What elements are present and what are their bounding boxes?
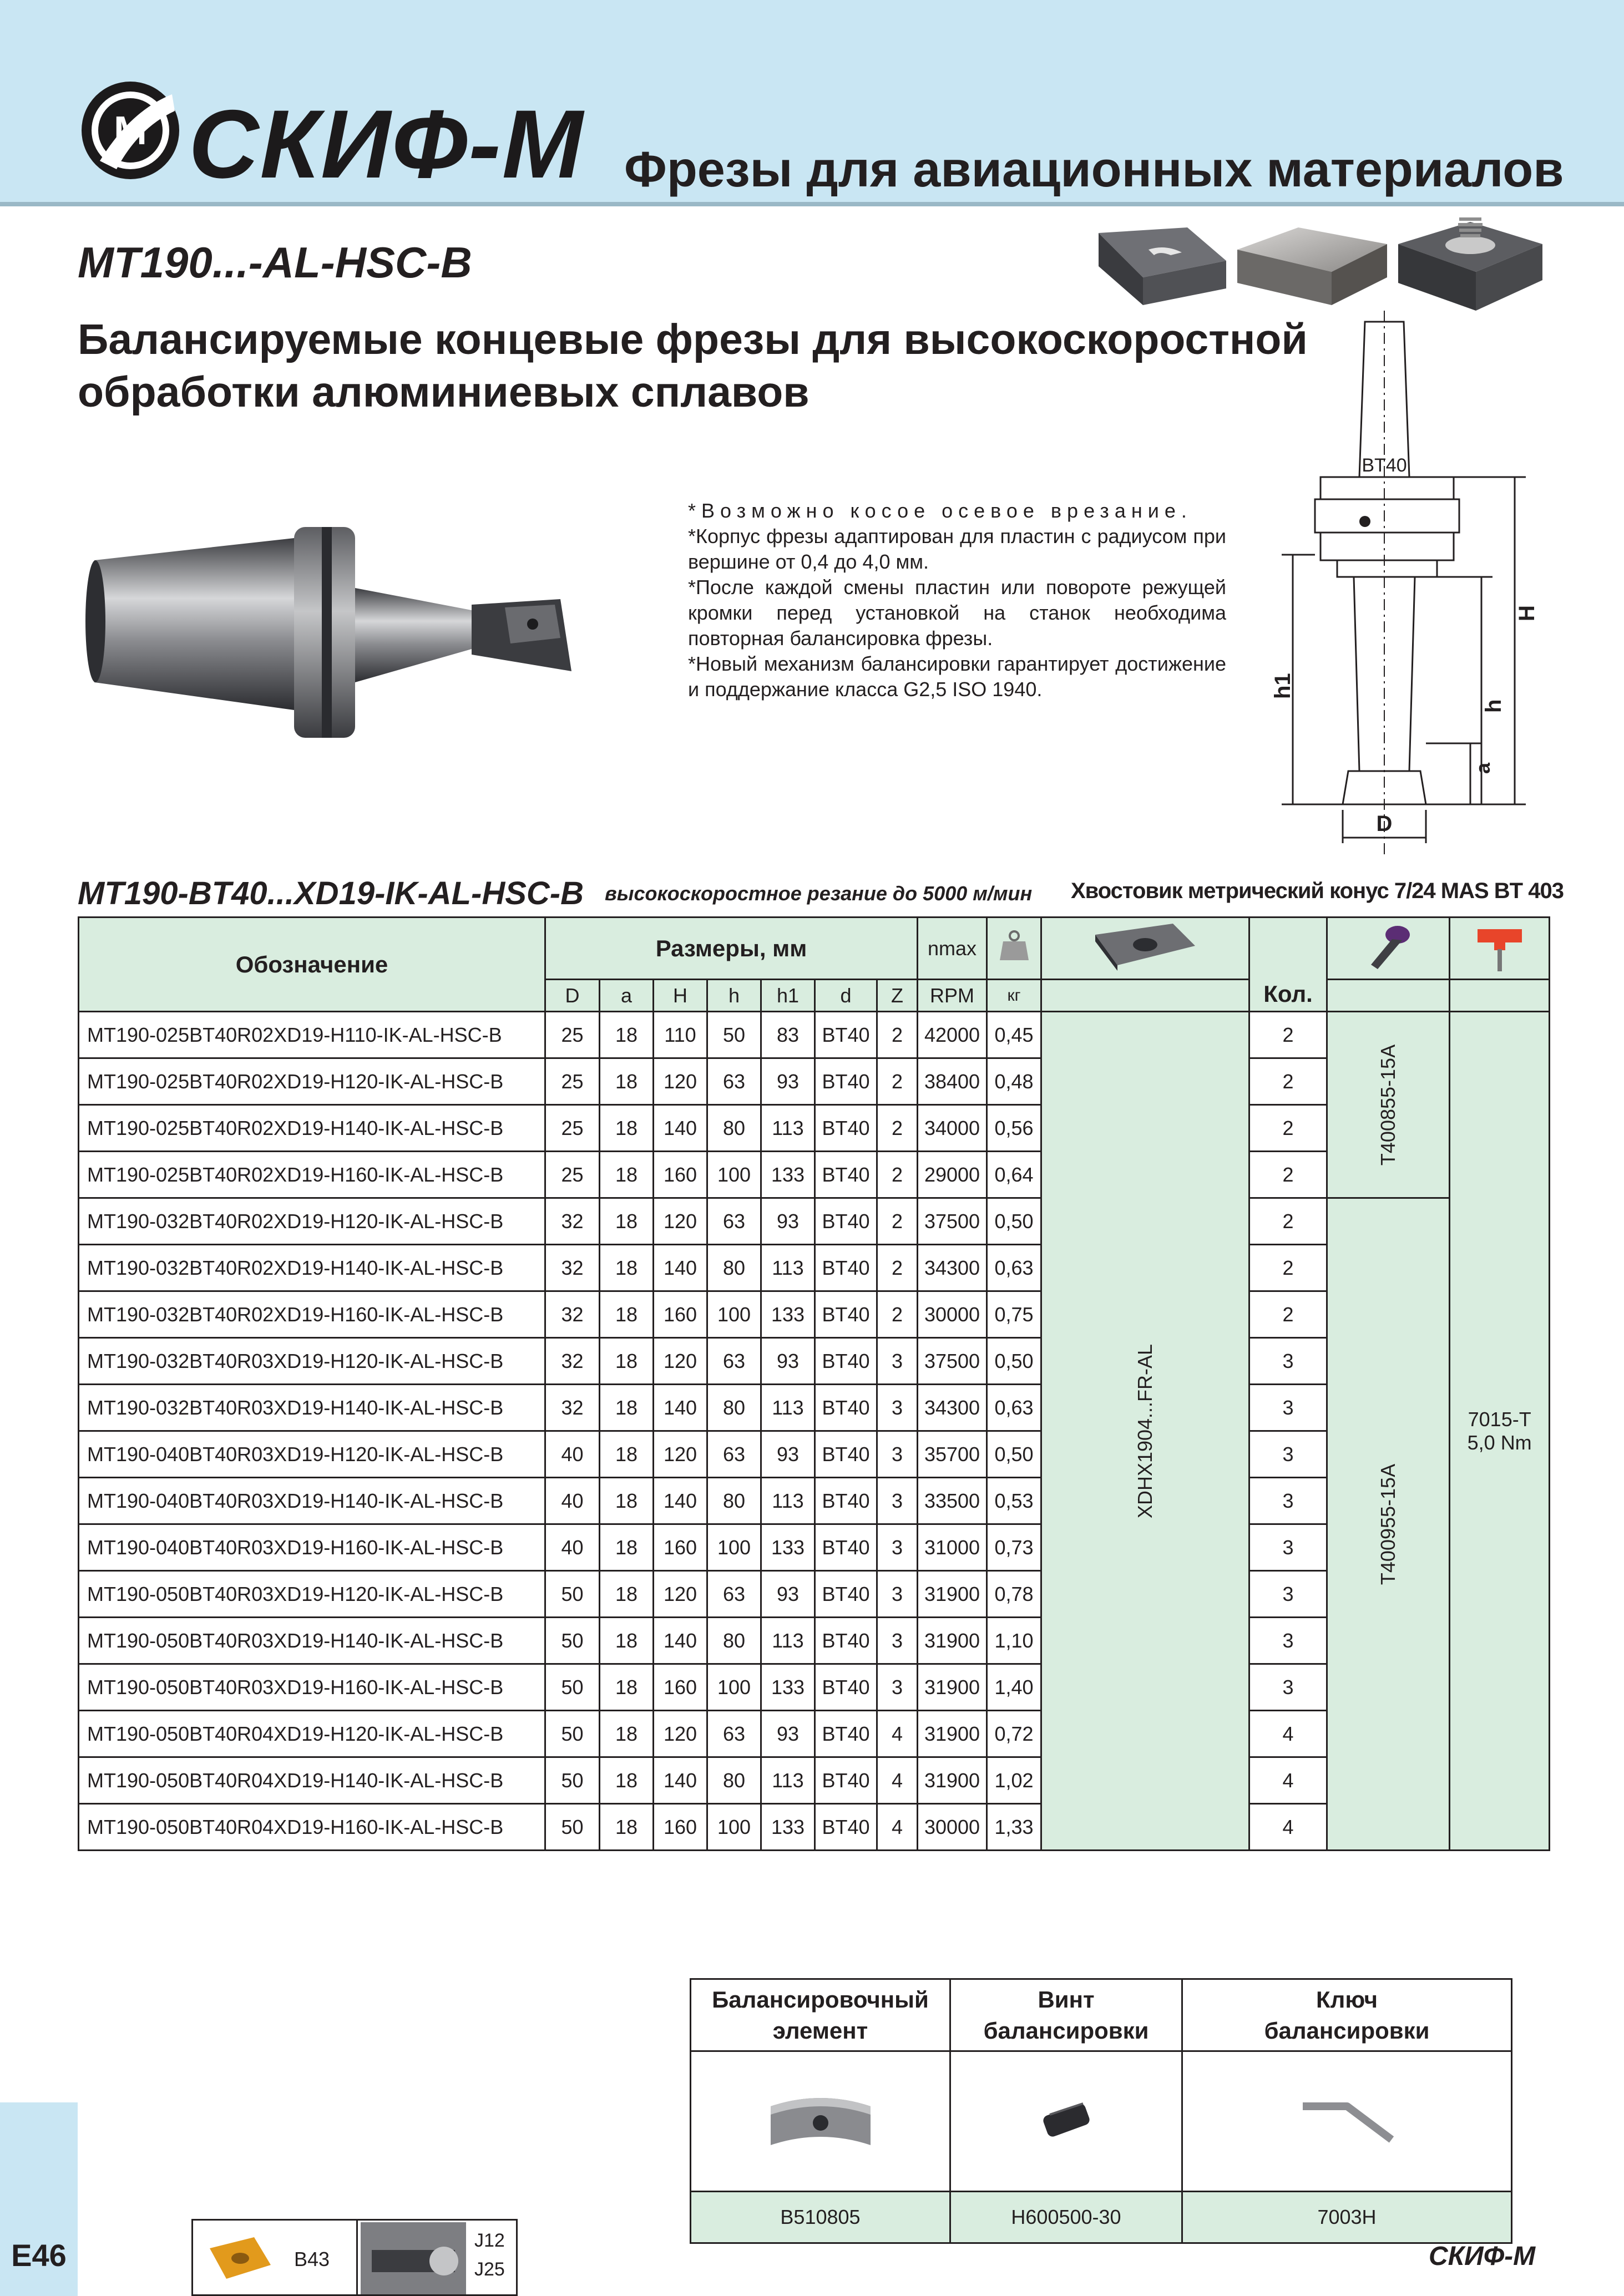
cell-rpm: 30000 xyxy=(918,1804,987,1851)
cell-h1: 93 xyxy=(761,1711,815,1757)
cell-kg: 0,63 xyxy=(987,1245,1041,1291)
cell-qty: 3 xyxy=(1249,1571,1327,1618)
balance-screw-code: H600500-30 xyxy=(950,2192,1182,2243)
cell-h: 100 xyxy=(707,1804,761,1851)
ref-b43[interactable]: B43 xyxy=(294,2248,330,2270)
cell-rpm: 42000 xyxy=(918,1012,987,1058)
table-row xyxy=(79,1012,1550,1058)
cell-qty: 2 xyxy=(1249,1152,1327,1198)
balance-element-code: B510805 xyxy=(691,2192,950,2243)
cell-qty: 3 xyxy=(1249,1338,1327,1385)
cell-rpm: 31900 xyxy=(918,1571,987,1618)
ref-j12[interactable]: J12 xyxy=(474,2230,505,2251)
cell-a: 18 xyxy=(600,1571,654,1618)
cell-designation: MT190-040BT40R03XD19-H160-IK-AL-HSC-B xyxy=(79,1524,545,1571)
col-h: h xyxy=(707,980,761,1012)
footer-brand: СКИФ-М xyxy=(1429,2242,1536,2271)
screw-code-b: T400955-15A xyxy=(1377,1463,1400,1585)
col-D: D xyxy=(545,980,600,1012)
cell-h1: 93 xyxy=(761,1571,815,1618)
drawing-label-a: a xyxy=(1471,762,1494,774)
cell-rpm: 29000 xyxy=(918,1152,987,1198)
cell-qty: 4 xyxy=(1249,1804,1327,1851)
screw-icon xyxy=(1327,918,1450,980)
cell-D: 50 xyxy=(545,1757,600,1804)
cell-d: BT40 xyxy=(815,1338,877,1385)
cell-h1: 93 xyxy=(761,1431,815,1478)
cell-h1: 93 xyxy=(761,1058,815,1105)
cell-d: BT40 xyxy=(815,1478,877,1524)
cell-kg: 0,53 xyxy=(987,1478,1041,1524)
cell-designation: MT190-050BT40R04XD19-H160-IK-AL-HSC-B xyxy=(79,1804,545,1851)
col-a: a xyxy=(600,980,654,1012)
cell-screw-a xyxy=(1327,1012,1450,1198)
series-code: MT190...-AL-HSC-B xyxy=(78,238,472,287)
cell-kg: 1,10 xyxy=(987,1618,1041,1664)
cell-d: BT40 xyxy=(815,1757,877,1804)
cell-H: 160 xyxy=(654,1524,707,1571)
cell-a: 18 xyxy=(600,1618,654,1664)
cell-rpm: 33500 xyxy=(918,1478,987,1524)
key-code: 7015-T xyxy=(1468,1407,1531,1431)
cell-kg: 0,73 xyxy=(987,1524,1041,1571)
cell-Z: 2 xyxy=(877,1152,918,1198)
cell-h1: 133 xyxy=(761,1804,815,1851)
cell-rpm: 34300 xyxy=(918,1245,987,1291)
cell-h: 100 xyxy=(707,1291,761,1338)
cell-h: 100 xyxy=(707,1664,761,1711)
cell-D: 40 xyxy=(545,1478,600,1524)
cell-d: BT40 xyxy=(815,1058,877,1105)
cell-D: 25 xyxy=(545,1012,600,1058)
cell-designation: MT190-032BT40R02XD19-H120-IK-AL-HSC-B xyxy=(79,1198,545,1245)
header-nmax: nmax xyxy=(918,918,987,980)
cell-h1: 113 xyxy=(761,1757,815,1804)
acc-header-balance-key xyxy=(1182,1979,1512,2051)
main-title xyxy=(78,313,1354,419)
cell-d: BT40 xyxy=(815,1245,877,1291)
cell-designation: MT190-050BT40R04XD19-H120-IK-AL-HSC-B xyxy=(79,1711,545,1757)
cell-kg: 0,63 xyxy=(987,1385,1041,1431)
cell-kg: 0,75 xyxy=(987,1291,1041,1338)
cell-a: 18 xyxy=(600,1245,654,1291)
cell-a: 18 xyxy=(600,1152,654,1198)
cell-d: BT40 xyxy=(815,1198,877,1245)
cell-D: 25 xyxy=(545,1152,600,1198)
cell-h: 50 xyxy=(707,1012,761,1058)
cell-D: 25 xyxy=(545,1058,600,1105)
cell-a: 18 xyxy=(600,1012,654,1058)
cell-screw-b xyxy=(1327,1198,1450,1851)
cell-rpm: 37500 xyxy=(918,1338,987,1385)
cell-insert xyxy=(1041,1012,1249,1851)
insert-images xyxy=(1087,211,1548,322)
note-2: *Корпус фрезы адаптирован для пластин с радиусом при вершине от 0,4 до 4,0 мм. xyxy=(688,525,1226,573)
drawing-label-D: D xyxy=(1376,812,1393,836)
cell-kg: 0,45 xyxy=(987,1012,1041,1058)
cell-rpm: 31900 xyxy=(918,1664,987,1711)
cell-qty: 2 xyxy=(1249,1058,1327,1105)
balance-screw-image xyxy=(950,2051,1182,2192)
balance-element-image xyxy=(691,2051,950,2192)
cell-h1: 133 xyxy=(761,1664,815,1711)
cell-h: 80 xyxy=(707,1618,761,1664)
cell-designation: MT190-032BT40R03XD19-H140-IK-AL-HSC-B xyxy=(79,1385,545,1431)
cell-Z: 3 xyxy=(877,1664,918,1711)
cell-D: 50 xyxy=(545,1804,600,1851)
cell-d: BT40 xyxy=(815,1105,877,1152)
cell-a: 18 xyxy=(600,1524,654,1571)
brand-logo-text: СКИФ-М xyxy=(189,90,584,199)
cell-D: 40 xyxy=(545,1431,600,1478)
cell-d: BT40 xyxy=(815,1152,877,1198)
cell-kg: 0,56 xyxy=(987,1105,1041,1152)
cell-H: 120 xyxy=(654,1431,707,1478)
cell-qty: 2 xyxy=(1249,1245,1327,1291)
cell-H: 140 xyxy=(654,1245,707,1291)
col-kg: кг xyxy=(987,980,1041,1012)
cell-h: 63 xyxy=(707,1571,761,1618)
cell-a: 18 xyxy=(600,1385,654,1431)
cell-D: 25 xyxy=(545,1105,600,1152)
cell-qty: 3 xyxy=(1249,1478,1327,1524)
cell-h: 100 xyxy=(707,1152,761,1198)
drawing-label-h1: h1 xyxy=(1271,673,1295,699)
insert-code: XDHX1904...FR-AL xyxy=(1134,1344,1156,1518)
weight-icon xyxy=(987,918,1041,980)
cell-h: 100 xyxy=(707,1524,761,1571)
col-h1: h1 xyxy=(761,980,815,1012)
col-key-blank xyxy=(1450,980,1550,1012)
insert-icon xyxy=(1041,918,1249,980)
cell-h: 63 xyxy=(707,1198,761,1245)
cell-designation: MT190-040BT40R03XD19-H120-IK-AL-HSC-B xyxy=(79,1431,545,1478)
cell-designation: MT190-050BT40R03XD19-H160-IK-AL-HSC-B xyxy=(79,1664,545,1711)
cell-rpm: 31900 xyxy=(918,1757,987,1804)
cell-kg: 0,78 xyxy=(987,1571,1041,1618)
cell-H: 160 xyxy=(654,1804,707,1851)
cell-rpm: 31900 xyxy=(918,1711,987,1757)
cell-h1: 133 xyxy=(761,1152,815,1198)
table-row xyxy=(79,1198,1550,1245)
cell-H: 160 xyxy=(654,1664,707,1711)
cell-H: 140 xyxy=(654,1757,707,1804)
cell-kg: 1,33 xyxy=(987,1804,1041,1851)
cell-Z: 2 xyxy=(877,1198,918,1245)
header-rule xyxy=(0,202,1624,206)
cell-qty: 4 xyxy=(1249,1711,1327,1757)
cell-H: 140 xyxy=(654,1478,707,1524)
ref-j25[interactable]: J25 xyxy=(474,2259,505,2280)
cell-a: 18 xyxy=(600,1664,654,1711)
svg-text:M: M xyxy=(114,109,147,153)
cell-h: 80 xyxy=(707,1105,761,1152)
cell-h: 63 xyxy=(707,1431,761,1478)
cell-a: 18 xyxy=(600,1431,654,1478)
cell-h1: 133 xyxy=(761,1524,815,1571)
cell-Z: 3 xyxy=(877,1524,918,1571)
acc-header-balance-key-l2: балансировки xyxy=(1264,2017,1430,2044)
cell-a: 18 xyxy=(600,1804,654,1851)
cell-a: 18 xyxy=(600,1338,654,1385)
cell-qty: 3 xyxy=(1249,1524,1327,1571)
acc-header-balance-screw xyxy=(950,1979,1182,2051)
cell-h: 63 xyxy=(707,1711,761,1757)
header-qty: Кол. xyxy=(1249,918,1327,1012)
cell-Z: 3 xyxy=(877,1478,918,1524)
cell-qty: 2 xyxy=(1249,1198,1327,1245)
cell-D: 50 xyxy=(545,1711,600,1757)
cell-designation: MT190-025BT40R02XD19-H110-IK-AL-HSC-B xyxy=(79,1012,545,1058)
col-screw-blank xyxy=(1327,980,1450,1012)
main-title-line2: обработки алюминиевых сплавов xyxy=(78,368,810,416)
cell-a: 18 xyxy=(600,1757,654,1804)
technical-drawing xyxy=(1271,311,1542,854)
col-insert-blank xyxy=(1041,980,1249,1012)
note-4: *Новый механизм балансировки гарантирует достижение и поддержание класса G2,5 ISO 1940. xyxy=(688,652,1226,701)
cell-rpm: 30000 xyxy=(918,1291,987,1338)
cell-h: 80 xyxy=(707,1245,761,1291)
acc-header-balance-screw-l2: балансировки xyxy=(983,2017,1149,2044)
cell-qty: 4 xyxy=(1249,1757,1327,1804)
note-3: *После каждой смены пластин или повороте режущей кромки перед установкой на станок необходима повторная балансировка фрезы. xyxy=(688,576,1226,650)
cell-d: BT40 xyxy=(815,1431,877,1478)
cell-d: BT40 xyxy=(815,1291,877,1338)
acc-header-balance-element xyxy=(691,1979,950,2051)
table-caption-shank: Хвостовик метрический конус 7/24 MAS BT 403 xyxy=(1071,879,1564,903)
cell-H: 110 xyxy=(654,1012,707,1058)
acc-header-balance-element-l2: элемент xyxy=(772,2017,868,2044)
cell-D: 32 xyxy=(545,1245,600,1291)
col-rpm: RPM xyxy=(918,980,987,1012)
cell-H: 120 xyxy=(654,1198,707,1245)
drawing-label-H: H xyxy=(1515,605,1539,621)
cell-D: 50 xyxy=(545,1618,600,1664)
cell-a: 18 xyxy=(600,1478,654,1524)
cell-H: 140 xyxy=(654,1105,707,1152)
cell-key xyxy=(1450,1012,1550,1851)
cell-rpm: 31900 xyxy=(918,1618,987,1664)
cell-d: BT40 xyxy=(815,1618,877,1664)
cell-rpm: 34000 xyxy=(918,1105,987,1152)
note-1: *Возможно косое осевое врезание. xyxy=(688,499,1192,522)
cell-Z: 2 xyxy=(877,1058,918,1105)
cell-designation: MT190-032BT40R02XD19-H140-IK-AL-HSC-B xyxy=(79,1245,545,1291)
cell-Z: 3 xyxy=(877,1431,918,1478)
cell-a: 18 xyxy=(600,1105,654,1152)
cell-kg: 0,48 xyxy=(987,1058,1041,1105)
header-designation: Обозначение xyxy=(79,918,545,1012)
cell-h: 80 xyxy=(707,1385,761,1431)
cell-qty: 3 xyxy=(1249,1431,1327,1478)
table-caption-speed: высокоскоростное резание до 5000 м/мин xyxy=(605,882,1033,905)
cell-a: 18 xyxy=(600,1711,654,1757)
header-sizes: Размеры, мм xyxy=(545,918,918,980)
cell-rpm: 38400 xyxy=(918,1058,987,1105)
cell-Z: 2 xyxy=(877,1245,918,1291)
cell-designation: MT190-025BT40R02XD19-H160-IK-AL-HSC-B xyxy=(79,1152,545,1198)
cell-h1: 93 xyxy=(761,1338,815,1385)
cell-qty: 2 xyxy=(1249,1291,1327,1338)
cell-Z: 3 xyxy=(877,1385,918,1431)
cell-Z: 2 xyxy=(877,1012,918,1058)
cell-kg: 0,50 xyxy=(987,1198,1041,1245)
cell-H: 140 xyxy=(654,1618,707,1664)
balance-key-code: 7003H xyxy=(1182,2192,1512,2243)
cell-h1: 113 xyxy=(761,1245,815,1291)
cell-h1: 113 xyxy=(761,1385,815,1431)
cell-designation: MT190-050BT40R03XD19-H140-IK-AL-HSC-B xyxy=(79,1618,545,1664)
key-icon xyxy=(1450,918,1550,980)
cell-h: 63 xyxy=(707,1058,761,1105)
cell-D: 32 xyxy=(545,1385,600,1431)
cell-kg: 1,40 xyxy=(987,1664,1041,1711)
cell-Z: 3 xyxy=(877,1338,918,1385)
cell-Z: 3 xyxy=(877,1571,918,1618)
tool-thumbnail xyxy=(361,2222,466,2294)
cell-H: 120 xyxy=(654,1058,707,1105)
cell-qty: 2 xyxy=(1249,1012,1327,1058)
cell-Z: 4 xyxy=(877,1757,918,1804)
cell-kg: 1,02 xyxy=(987,1757,1041,1804)
cell-d: BT40 xyxy=(815,1804,877,1851)
cell-rpm: 37500 xyxy=(918,1198,987,1245)
cell-d: BT40 xyxy=(815,1571,877,1618)
cell-d: BT40 xyxy=(815,1711,877,1757)
cell-D: 32 xyxy=(545,1291,600,1338)
cell-qty: 3 xyxy=(1249,1664,1327,1711)
cell-D: 50 xyxy=(545,1664,600,1711)
cell-designation: MT190-050BT40R03XD19-H120-IK-AL-HSC-B xyxy=(79,1571,545,1618)
cell-H: 160 xyxy=(654,1152,707,1198)
notes xyxy=(688,498,1226,702)
cell-d: BT40 xyxy=(815,1012,877,1058)
cell-h1: 113 xyxy=(761,1105,815,1152)
col-d: d xyxy=(815,980,877,1012)
products-table xyxy=(78,916,1550,1851)
cell-D: 32 xyxy=(545,1198,600,1245)
cell-h1: 133 xyxy=(761,1291,815,1338)
cell-h1: 83 xyxy=(761,1012,815,1058)
balance-key-image xyxy=(1182,2051,1512,2192)
cell-Z: 4 xyxy=(877,1711,918,1757)
cell-h1: 113 xyxy=(761,1478,815,1524)
insert-thumbnail xyxy=(204,2232,276,2287)
cell-kg: 0,50 xyxy=(987,1338,1041,1385)
cell-qty: 3 xyxy=(1249,1385,1327,1431)
cell-Z: 2 xyxy=(877,1105,918,1152)
accessories-table xyxy=(690,1978,1512,2244)
cell-designation: MT190-050BT40R04XD19-H140-IK-AL-HSC-B xyxy=(79,1757,545,1804)
cell-designation: MT190-025BT40R02XD19-H140-IK-AL-HSC-B xyxy=(79,1105,545,1152)
cell-h: 80 xyxy=(707,1478,761,1524)
cell-kg: 0,64 xyxy=(987,1152,1041,1198)
cell-rpm: 31000 xyxy=(918,1524,987,1571)
cell-H: 120 xyxy=(654,1338,707,1385)
cell-designation: MT190-040BT40R03XD19-H140-IK-AL-HSC-B xyxy=(79,1478,545,1524)
cell-designation: MT190-032BT40R02XD19-H160-IK-AL-HSC-B xyxy=(79,1291,545,1338)
cell-D: 50 xyxy=(545,1571,600,1618)
acc-header-balance-screw-l1: Винт xyxy=(1038,1986,1095,2013)
cell-d: BT40 xyxy=(815,1385,877,1431)
cell-qty: 3 xyxy=(1249,1618,1327,1664)
table-caption-code: MT190-BT40...XD19-IK-AL-HSC-B xyxy=(78,875,584,911)
page-number: E46 xyxy=(11,2238,67,2273)
col-H: H xyxy=(654,980,707,1012)
ref-box-insert xyxy=(191,2219,358,2296)
key-torque: 5,0 Nm xyxy=(1467,1431,1532,1454)
cell-qty: 2 xyxy=(1249,1105,1327,1152)
cell-h1: 113 xyxy=(761,1618,815,1664)
cell-H: 160 xyxy=(654,1291,707,1338)
cell-designation: MT190-025BT40R02XD19-H120-IK-AL-HSC-B xyxy=(79,1058,545,1105)
cell-H: 120 xyxy=(654,1711,707,1757)
cell-rpm: 35700 xyxy=(918,1431,987,1478)
cell-kg: 0,50 xyxy=(987,1431,1041,1478)
cell-designation: MT190-032BT40R03XD19-H120-IK-AL-HSC-B xyxy=(79,1338,545,1385)
screw-code-a: T400855-15A xyxy=(1377,1044,1400,1165)
cell-kg: 0,72 xyxy=(987,1711,1041,1757)
cell-Z: 4 xyxy=(877,1804,918,1851)
cell-h: 80 xyxy=(707,1757,761,1804)
cell-a: 18 xyxy=(600,1058,654,1105)
acc-header-balance-key-l1: Ключ xyxy=(1316,1986,1378,2013)
col-Z: Z xyxy=(877,980,918,1012)
cell-Z: 3 xyxy=(877,1618,918,1664)
drawing-label-bt40: BT40 xyxy=(1362,455,1407,476)
logo-emblem xyxy=(78,78,183,183)
cell-a: 18 xyxy=(600,1291,654,1338)
product-photo xyxy=(83,516,583,749)
header-title: Фрезы для авиационных материалов xyxy=(624,142,1564,197)
cell-h: 63 xyxy=(707,1338,761,1385)
cell-Z: 2 xyxy=(877,1291,918,1338)
cell-D: 32 xyxy=(545,1338,600,1385)
main-title-line1: Балансируемые концевые фрезы для высокоскоростной xyxy=(78,316,1308,363)
drawing-label-h: h xyxy=(1481,699,1506,713)
cell-D: 40 xyxy=(545,1524,600,1571)
cell-rpm: 34300 xyxy=(918,1385,987,1431)
cell-a: 18 xyxy=(600,1198,654,1245)
acc-header-balance-element-l1: Балансировочный xyxy=(712,1986,929,2013)
cell-h1: 93 xyxy=(761,1198,815,1245)
cell-H: 140 xyxy=(654,1385,707,1431)
cell-H: 120 xyxy=(654,1571,707,1618)
cell-d: BT40 xyxy=(815,1664,877,1711)
cell-d: BT40 xyxy=(815,1524,877,1571)
